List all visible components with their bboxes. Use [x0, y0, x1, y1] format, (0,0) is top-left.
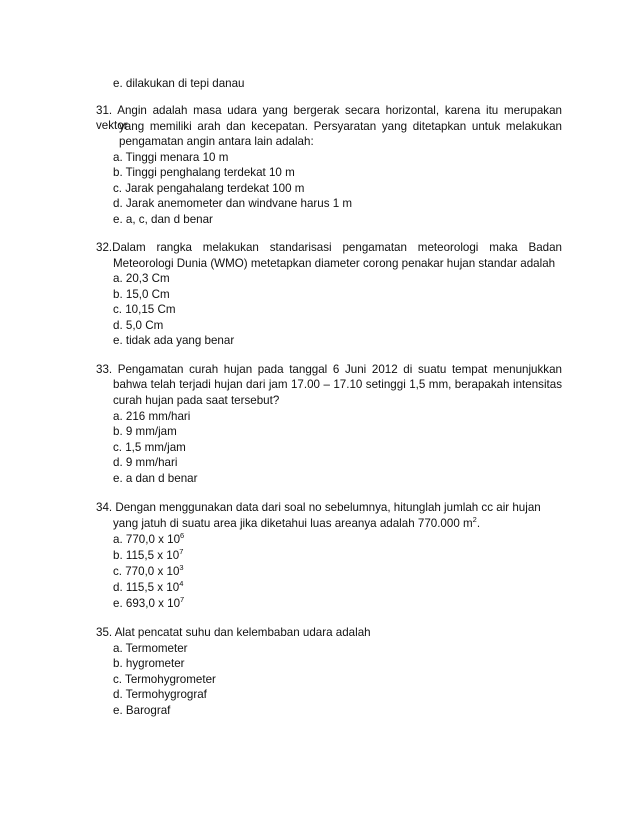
- question-34-option-c-exponent: 3: [179, 563, 184, 572]
- question-35-option-b: b. hygrometer: [113, 657, 185, 670]
- question-34-stem-line-2-text: yang jatuh di suatu area jika diketahui luas areanya adalah 770.000 m: [113, 517, 473, 530]
- question-34-stem-line-1: 34. Dengan menggunakan data dari soal no sebelumnya, hitunglah jumlah cc air hujan: [96, 501, 541, 514]
- question-34-option-a-base: a. 770,0 x 10: [113, 533, 181, 546]
- question-35-option-c: c. Termohygrometer: [113, 673, 216, 686]
- question-31-option-b: b. Tinggi penghalang terdekat 10 m: [113, 166, 295, 179]
- question-34-option-b: [113, 548, 183, 563]
- question-31-stem-line-1: 31. Angin adalah masa udara yang bergerak secara horizontal, karena itu merupakan vektor: [96, 104, 562, 133]
- question-33-stem-line-3: curah hujan pada saat tersebut?: [113, 394, 280, 407]
- question-34-option-e: [113, 596, 184, 611]
- question-32-option-d: d. 5,0 Cm: [113, 319, 164, 332]
- question-31-option-d: d. Jarak anemometer dan windvane harus 1 m: [113, 197, 353, 210]
- question-34-option-e-base: e. 693,0 x 10: [113, 597, 181, 610]
- prev-question-option-e: e. dilakukan di tepi danau: [113, 77, 245, 90]
- question-34-option-d: [113, 580, 183, 595]
- question-35-option-e: e. Barograf: [113, 704, 171, 717]
- question-33-stem-line-1: 33. Pengamatan curah hujan pada tanggal 6 Juni 2012 di suatu tempat menunjukkan: [96, 363, 562, 376]
- question-33-option-a: a. 216 mm/hari: [113, 410, 191, 423]
- question-32-option-a: a. 20,3 Cm: [113, 272, 170, 285]
- question-32-stem-line-2: Meteorologi Dunia (WMO) metetapkan diameter corong penakar hujan standar adalah: [113, 257, 556, 270]
- question-32-option-e: e. tidak ada yang benar: [113, 334, 235, 347]
- question-33-option-b: b. 9 mm/jam: [113, 425, 177, 438]
- question-35-option-a: a. Termometer: [113, 642, 188, 655]
- question-34-option-d-base: d. 115,5 x 10: [113, 581, 180, 594]
- question-31-stem-line-3: pengamatan angin antara lain adalah:: [119, 135, 314, 148]
- question-33-stem-line-2: bahwa telah terjadi hujan dari jam 17.00 – 17.10 setinggi 1,5 mm, berapakah intensitas: [113, 378, 562, 391]
- question-34-stem-period: .: [476, 517, 481, 530]
- question-35-stem-line-1: 35. Alat pencatat suhu dan kelembaban udara adalah: [96, 626, 371, 639]
- question-34-option-c: [113, 564, 184, 579]
- question-33-option-d: d. 9 mm/hari: [113, 456, 178, 469]
- question-31-stem-line-2: yang memiliki arah dan kecepatan. Persyaratan yang ditetapkan untuk melakukan: [119, 120, 562, 133]
- question-34-stem-line-2: [113, 516, 480, 531]
- question-34-option-c-base: c. 770,0 x 10: [113, 565, 180, 578]
- question-31-option-e: e. a, c, dan d benar: [113, 213, 213, 226]
- question-35-option-d: d. Termohygrograf: [113, 688, 207, 701]
- question-34-option-a: [113, 532, 184, 547]
- question-33-option-c: c. 1,5 mm/jam: [113, 441, 186, 454]
- question-32-stem-line-1: 32.Dalam rangka melakukan standarisasi pengamatan meteorologi maka Badan: [96, 241, 562, 254]
- question-34-option-a-exponent: 6: [180, 531, 185, 540]
- question-31-option-a: a. Tinggi menara 10 m: [113, 151, 229, 164]
- question-34-option-b-exponent: 7: [179, 547, 184, 556]
- question-34-stem-exponent: 2: [472, 515, 477, 524]
- question-34-option-b-base: b. 115,5 x 10: [113, 549, 180, 562]
- question-31-option-c: c. Jarak pengahalang terdekat 100 m: [113, 182, 305, 195]
- question-34-option-e-exponent: 7: [180, 595, 185, 604]
- question-34-option-d-exponent: 4: [179, 579, 184, 588]
- question-33-option-e: e. a dan d benar: [113, 472, 198, 485]
- question-32-option-c: c. 10,15 Cm: [113, 303, 176, 316]
- question-32-option-b: b. 15,0 Cm: [113, 288, 170, 301]
